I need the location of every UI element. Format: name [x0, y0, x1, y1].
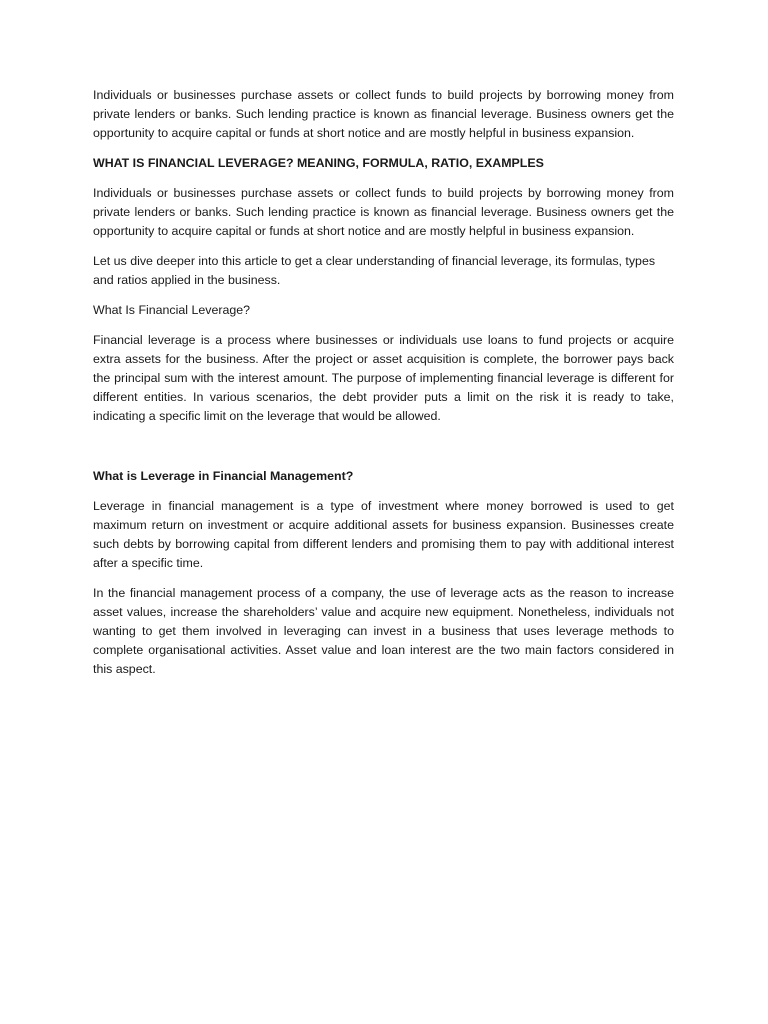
- definition-paragraph: Financial leverage is a process where businesses or individuals use loans to fund projects or acquire extra assets for the business. After the project or asset acquisition is complete, the borrower pays back the principal sum with the interest amount. The purpose of implementing financial leverage is different for different entities. In various scenarios, the debt provider puts a limit on the risk it is ready to take, indicating a specific limit on the leverage that would be allowed.: [93, 333, 674, 423]
- repeat-paragraph: Individuals or businesses purchase assets or collect funds to build projects by borrowing money from private lenders or banks. Such lending practice is known as financial leverage. Business owners get the opportunity to acquire capital or funds at short notice and are mostly helpful in business expansion.: [93, 186, 674, 238]
- document-body: [93, 86, 674, 690]
- blank-line: [93, 437, 674, 467]
- subheading-what-is-financial-leverage: What Is Financial Leverage?: [93, 303, 251, 317]
- intro-paragraph: Individuals or businesses purchase assets or collect funds to build projects by borrowing money from private lenders or banks. Such lending practice is known as financial leverage. Business owners get the opportunity to acquire capital or funds at short notice and are mostly helpful in business expansion.: [93, 88, 674, 140]
- dive-paragraph: Let us dive deeper into this article to get a clear understanding of financial leverage, its formulas, types and ratios applied in the business.: [93, 254, 656, 287]
- management-paragraph-1: Leverage in financial management is a type of investment where money borrowed is used to get maximum return on investment or acquire additional assets for business expansion. Businesses create such debts by borrowing capital from different lenders and promising them to pay with additional interest after a specific time.: [93, 499, 674, 570]
- main-heading: WHAT IS FINANCIAL LEVERAGE? MEANING, FORMULA, RATIO, EXAMPLES: [93, 156, 544, 170]
- management-paragraph-2: In the financial management process of a company, the use of leverage acts as the reason to increase asset values, increase the shareholders’ value and acquire new equipment. Nonetheless, individuals not wanting to get them involved in leveraging can invest in a business that uses leverage methods to complete organisational activities. Asset value and loan interest are the two main factors considered in this aspect.: [93, 586, 674, 676]
- subheading-leverage-in-financial-management: What is Leverage in Financial Management?: [93, 469, 354, 483]
